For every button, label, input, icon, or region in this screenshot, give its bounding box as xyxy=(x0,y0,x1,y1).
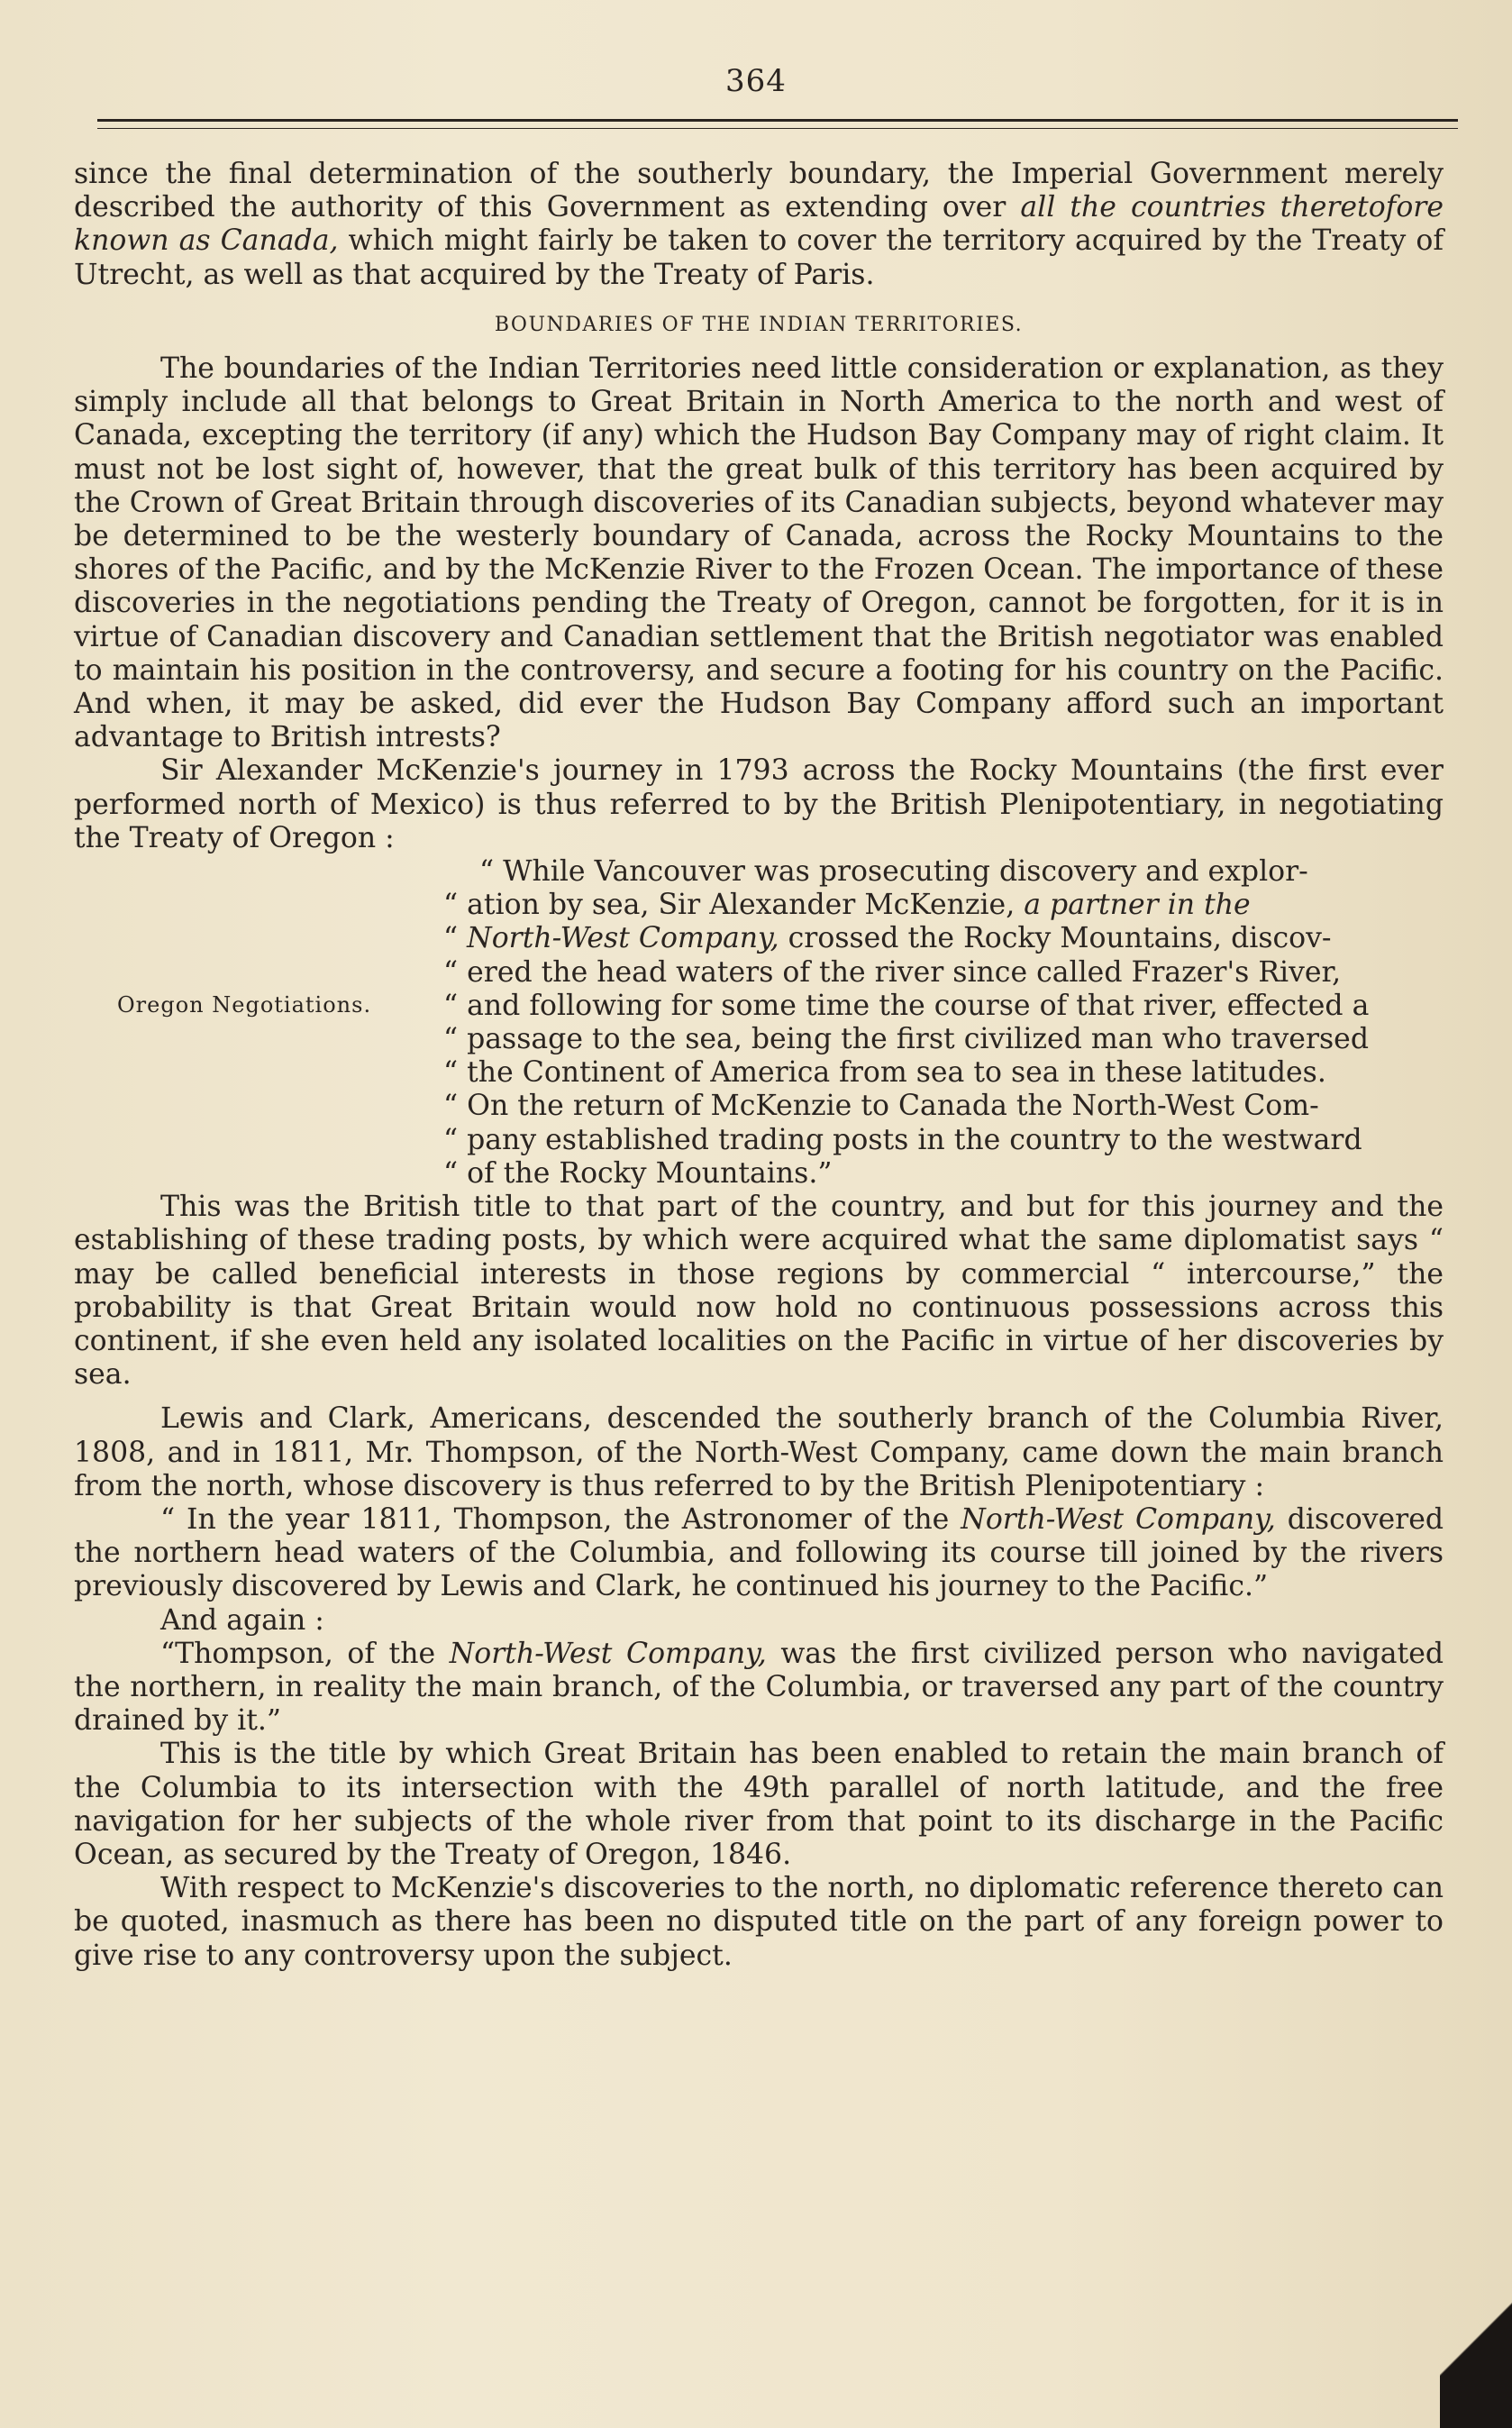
and-again-line: And again : xyxy=(160,1603,324,1637)
block-quote: “ While Vancouver was prosecuting discovery and explor- “ ation by sea, Sir Alexander McKenzie, a partner in the “ North-West Company, crossed the Rocky Mountains, discov- “ ered the head waters of the river since called Frazer's River, “ and following for some time the course of that river, effected a “ passage to the sea, being the first civilized man who traversed “ the Continent of America from sea to sea in these latitudes. “ On the return of McKenzie to Canada the North-West Com- “ pany established trading posts in the country to the westward “ of the Rocky Mountains.” xyxy=(443,855,1370,1190)
quote-thompson-1: “ In the year 1811, Thompson, the Astronomer of the North-West Company, discovered the northern head waters of the Columbia, and following its course till joined by the rivers previously discovered by Lewis and Clark, he continued his journey to the Pacific.” xyxy=(74,1502,1444,1603)
quote-thompson-2: “Thompson, of the North-West Company, was the first civilized person who navigated the northern, in reality the main branch, of the Columbia, or traversed any part of the country drained by it.” xyxy=(74,1637,1444,1738)
page-corner-shadow xyxy=(1440,2248,1512,2428)
paragraph-mckenzie-north: With respect to McKenzie's discoveries to the north, no diplomatic reference thereto can be quoted, inasmuch as there has been no disputed title on the part of any foreign power to give rise to any controversy upon the subject. xyxy=(74,1872,1444,1972)
paragraph-boundaries: The boundaries of the Indian Territories need little consideration or explanation, as they simply include all that belongs to Great Britain in North America to the north and west of Canada, excepting the territory (if any) which the Hudson Bay Company may of right claim. It must not be lost sight of, however, that the great bulk of this territory has been acquired by the Crown of Great Britain through discoveries of its Canadian subjects, beyond whatever may be determined to be the westerly boundary of Canada, across the Rocky Mountains to the shores of the Pacific, and by the McKenzie River to the Frozen Ocean. The importance of these discoveries in the negotiations pending the Treaty of Oregon, cannot be forgotten, for it is in virtue of Canadian discovery and Canadian settlement that the British negotiator was enabled to maintain his position in the controversy, and secure a footing for his country on the Pacific. And when, it may be asked, did ever the Hudson Bay Company afford such an important advantage to British intrests? xyxy=(74,352,1444,754)
margin-note: Oregon Negotiations. xyxy=(117,992,372,1018)
section-heading: BOUNDARIES OF THE INDIAN TERRITORIES. xyxy=(494,313,1024,336)
paragraph-lewis-clark: Lewis and Clark, Americans, descended the southerly branch of the Columbia River, 1808, and in 1811, Mr. Thompson, of the North-West Company, came down the main branch from the north, whose discovery is thus referred to by the British Plenipotentiary : xyxy=(74,1402,1444,1502)
page-body xyxy=(74,158,1444,1973)
paragraph-columbia-title: This is the title by which Great Britain has been enabled to retain the main branch of the Columbia to its intersection with the 49th parallel of north latitude, and the free navigation for her subjects of the whole river from that point to its discharge in the Pacific Ocean, as secured by the Treaty of Oregon, 1846. xyxy=(74,1738,1444,1871)
opening-paragraph: since the final determination of the southerly boundary, the Imperial Government merely described the authority of this Government as extending over all the countries theretofore known as Canada, which might fairly be taken to cover the territory acquired by the Treaty of Utrecht, as well as that acquired by the Treaty of Paris. xyxy=(74,158,1444,291)
header-rule-thin xyxy=(97,128,1458,129)
oregon-quote-block xyxy=(74,855,1444,1191)
header-rule-thick xyxy=(97,119,1458,122)
page-number: 364 xyxy=(725,63,787,99)
paragraph-mckenzie-journey: Sir Alexander McKenzie's journey in 1793 across the Rocky Mountains (the first ever performed north of Mexico) is thus referred to by the British Plenipotentiary, in negotiating the Treaty of Oregon : xyxy=(74,754,1444,854)
paragraph-british-title: This was the British title to that part of the country, and but for this journey and the establishing of these trading posts, by which were acquired what the same diplomatist says “ may be called beneficial interests in those regions by commercial “ intercourse,” the probability is that Great Britain would now hold no continuous possessions across this continent, if she even held any isolated localities on the Pacific in virtue of her discoveries by sea. xyxy=(74,1191,1444,1392)
